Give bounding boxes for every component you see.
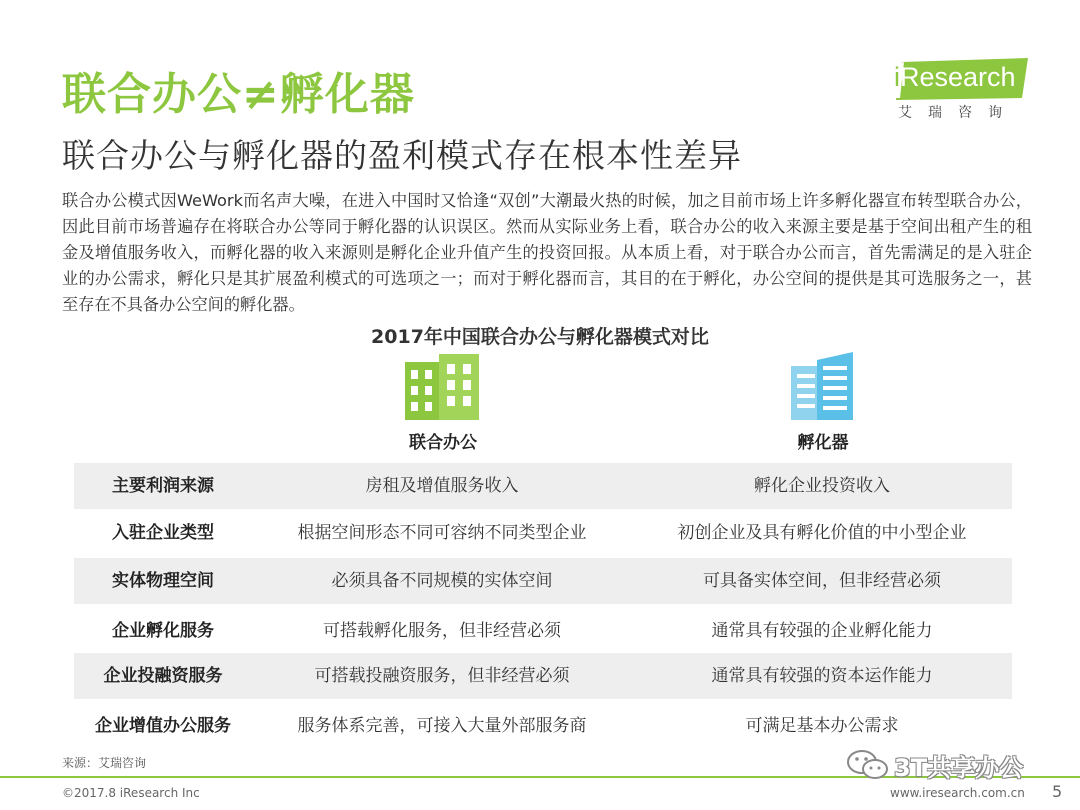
website-link[interactable]: www.iresearch.com.cn bbox=[890, 786, 1025, 800]
watermark bbox=[846, 746, 1056, 782]
incubator-cell: 通常具有较强的资本运作能力 bbox=[711, 666, 933, 686]
incubator-building-svg bbox=[763, 352, 883, 420]
table-row bbox=[74, 703, 1012, 749]
source-note: 来源：艾瑞咨询 bbox=[62, 756, 147, 770]
row-header: 企业孵化服务 bbox=[112, 621, 214, 641]
logo-subtitle: 艾瑞咨询 bbox=[898, 105, 1018, 121]
iresearch-logo bbox=[888, 58, 1038, 124]
coworking-cell: 房租及增值服务收入 bbox=[365, 476, 519, 496]
building-icon bbox=[383, 352, 503, 420]
row-header: 企业投融资服务 bbox=[103, 666, 223, 686]
table-row bbox=[74, 608, 1012, 654]
copyright: ©2017.8 iResearch Inc bbox=[62, 786, 200, 800]
coworking-cell: 根据空间形态不同可容纳不同类型企业 bbox=[297, 523, 587, 543]
page-number: 5 bbox=[1052, 782, 1063, 801]
coworking-cell: 可搭载孵化服务，但非经营必须 bbox=[323, 621, 561, 641]
row-header: 实体物理空间 bbox=[112, 571, 214, 591]
coworking-cell: 必须具备不同规模的实体空间 bbox=[331, 571, 553, 591]
incubator-cell: 可具备实体空间，但非经营必须 bbox=[703, 571, 941, 591]
column-label-incubator: 孵化器 bbox=[797, 433, 849, 453]
logo-research: Research bbox=[900, 62, 1016, 92]
table-row bbox=[74, 558, 1012, 604]
intro-paragraph: 联合办公模式因WeWork而名声大噪，在进入中国时又恰逢“双创”大潮最火热的时候，加之目前市场上许多孵化器宣布转型联合办公，因此目前市场普遍存在将联合办公等同于孵化器的认识误区。然而从实际业务上看，联合办公的收入来源主要是基于空间出租产生的租金及增值服务收入，而孵化器的收入来源则是孵化企业升值产生的投资回报。从本质上看，对于联合办公而言，首先需满足的是入驻企业的办公需求，孵化只是其扩展盈利模式的可选项之一；而对于孵化器而言，其目的在于孵化，办公空间的提供是其可选服务之一，甚至存在不具备办公空间的孵化器。 bbox=[62, 191, 1032, 314]
logo-i: i bbox=[894, 62, 900, 92]
table-title: 2017年中国联合办公与孵化器模式对比 bbox=[371, 326, 709, 348]
coworking-cell: 可搭载投融资服务，但非经营必须 bbox=[314, 666, 570, 686]
page-subtitle: 联合办公与孵化器的盈利模式存在根本性差异 bbox=[62, 136, 742, 175]
incubator-cell: 通常具有较强的企业孵化能力 bbox=[711, 621, 933, 641]
row-header: 企业增值办公服务 bbox=[95, 716, 231, 736]
incubator-cell: 初创企业及具有孵化价值的中小型企业 bbox=[677, 523, 967, 543]
logo-wordmark bbox=[894, 62, 1016, 93]
wechat-icon bbox=[846, 748, 890, 782]
building-icon bbox=[763, 352, 883, 420]
watermark-text: 3T共享办公 bbox=[894, 754, 1024, 782]
column-label-coworking: 联合办公 bbox=[409, 433, 477, 453]
page-title: 联合办公≠孵化器 bbox=[62, 69, 415, 120]
table-row bbox=[74, 653, 1012, 699]
table-row bbox=[74, 463, 1012, 509]
incubator-cell: 孵化企业投资收入 bbox=[754, 476, 890, 496]
coworking-building-svg bbox=[383, 352, 503, 420]
row-header: 主要利润来源 bbox=[112, 476, 214, 496]
table-row bbox=[74, 510, 1012, 556]
incubator-cell: 可满足基本办公需求 bbox=[745, 716, 899, 736]
row-header: 入驻企业类型 bbox=[112, 523, 214, 543]
coworking-cell: 服务体系完善，可接入大量外部服务商 bbox=[297, 716, 587, 736]
